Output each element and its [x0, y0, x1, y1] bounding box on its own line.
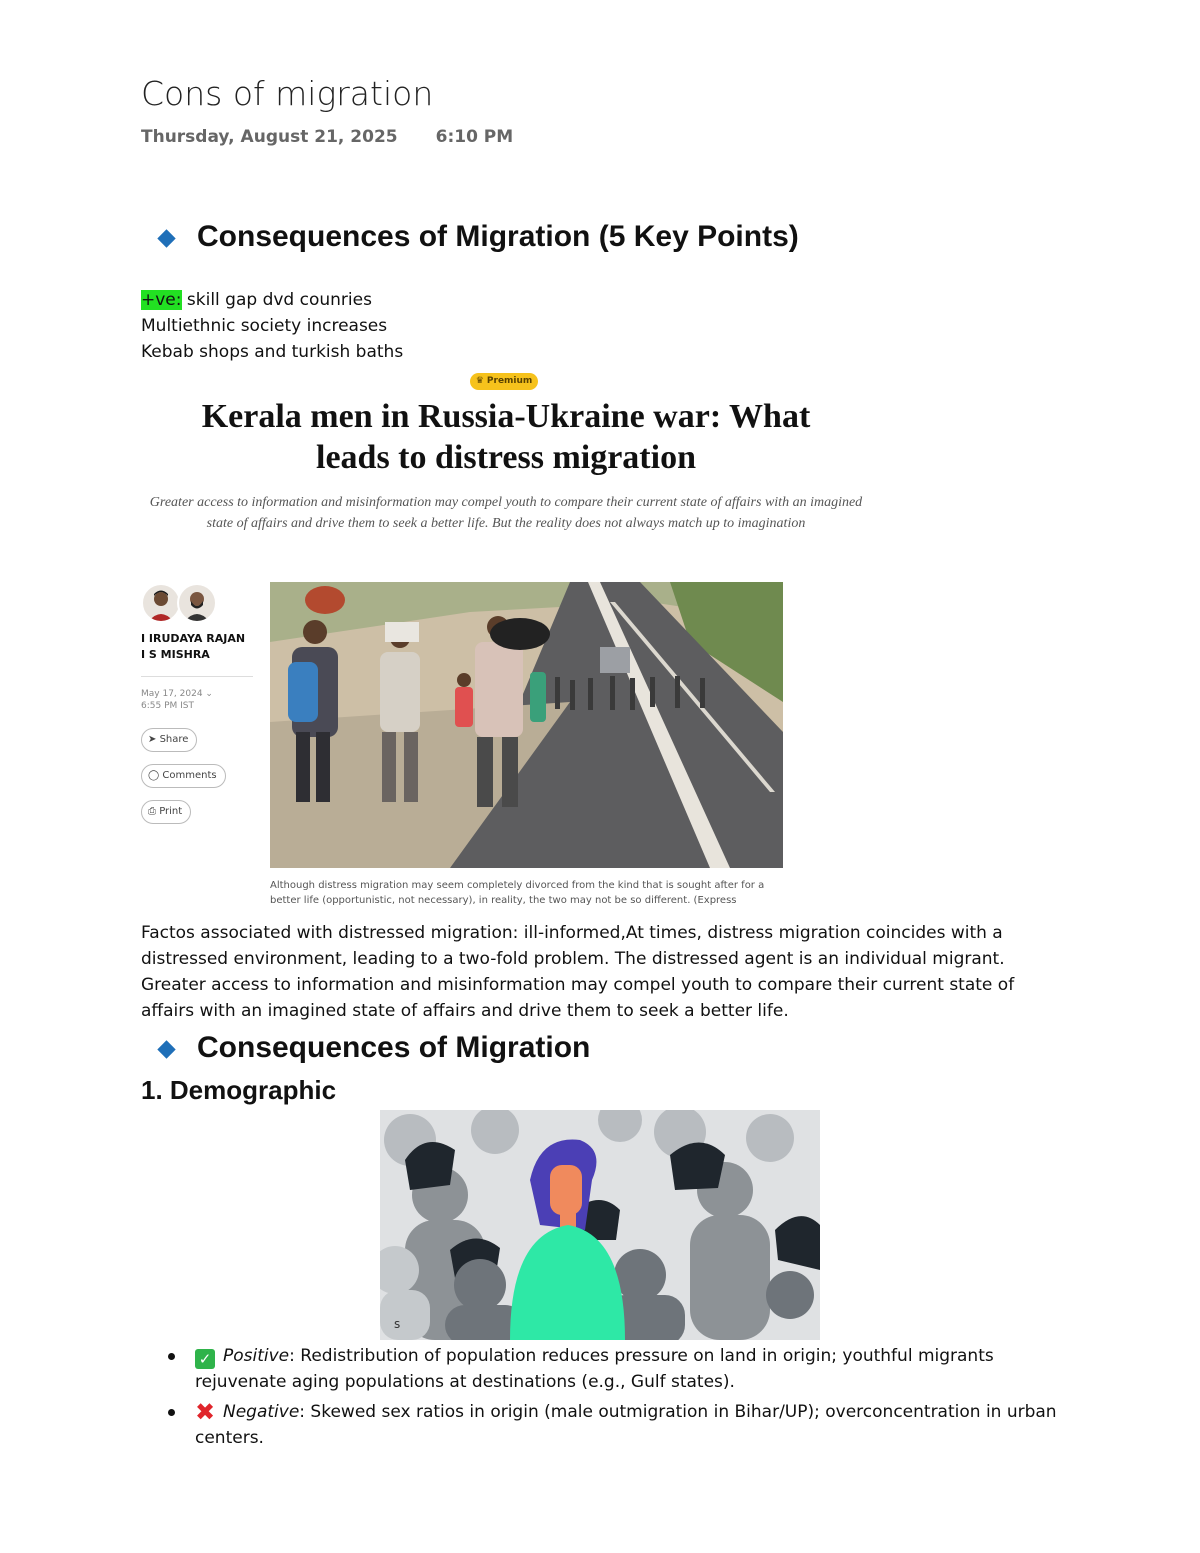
publish-time-text: 6:55 PM IST: [141, 701, 194, 711]
svg-text:s: s: [394, 1317, 401, 1331]
printer-icon: ⎙: [148, 806, 156, 817]
diamond-bullet-icon: [157, 229, 175, 247]
bullet-text: : Skewed sex ratios in origin (male outmigration in Bihar/UP); overconcentration in urban centers.: [195, 1402, 1057, 1448]
chevron-down-icon[interactable]: ⌄: [205, 689, 213, 699]
page-date: Thursday, August 21, 2025: [141, 127, 398, 147]
list-item: [168, 1343, 1058, 1395]
demographic-bullets: [168, 1343, 1058, 1451]
comments-label: Comments: [162, 770, 217, 781]
positive-highlight: +ve:: [141, 290, 182, 310]
notes-line-3: Kebab shops and turkish baths: [141, 342, 404, 362]
article-clipping: [141, 368, 871, 916]
article-photo: [270, 582, 783, 868]
share-button[interactable]: [141, 728, 197, 752]
cross-icon: ✖: [195, 1398, 216, 1426]
print-button[interactable]: [141, 800, 191, 824]
bullet-text: : Redistribution of population reduces pressure on land in origin; youthful migrants rejuvenate aging populations at destinations (e.g., Gulf states).: [195, 1346, 994, 1392]
comment-icon: ◯: [148, 770, 160, 781]
share-label: Share: [159, 734, 189, 745]
bullet-dot-icon: [168, 1353, 175, 1360]
author-name-2[interactable]: I S MISHRA: [141, 648, 210, 661]
diamond-bullet-icon: [157, 1040, 175, 1058]
page-time: 6:10 PM: [435, 127, 514, 147]
page-date-line: [141, 127, 513, 147]
notes-line-2: Multiethnic society increases: [141, 316, 388, 336]
crowd-illustration: [380, 1110, 820, 1340]
notes-line-1-text: skill gap dvd counries: [181, 290, 372, 310]
publish-date: [141, 688, 213, 712]
author-name-1[interactable]: I IRUDAYA RAJAN: [141, 632, 246, 645]
photo-caption: Although distress migration may seem completely divorced from the kind that is sought after for a better life (opportunistic, not necessary), in reality, the two may not be so different. (Express: [270, 880, 765, 906]
article-subhead: Greater access to information and misinformation may compel youth to compare their current state of affairs with an imagined state of affairs and drive them to seek a better life. But the reality does not always match up to imagination: [149, 495, 863, 531]
page-title: Cons of migration: [141, 74, 434, 113]
bullet-label: Negative: [223, 1402, 300, 1422]
author-names: [141, 631, 245, 663]
distress-paragraph: Factos associated with distressed migration: ill-informed,At times, distress migration coincides with a distressed environment, leading to a two-fold problem. The distressed agent is an individual migrant. Greater access to information and misinformation may compel youth to compare their current state of affairs with an imagined state of affairs and drive them to seek a better life.: [141, 923, 1015, 1021]
bullet-label: Positive: [223, 1346, 290, 1366]
comments-button[interactable]: [141, 764, 226, 788]
premium-badge: ♛ Premium: [470, 373, 538, 390]
check-icon: ✓: [195, 1349, 215, 1369]
author-avatar-1: [141, 583, 181, 623]
bullet-dot-icon: [168, 1409, 175, 1416]
notes-line-1: [141, 287, 403, 313]
share-icon: ➤: [148, 734, 157, 745]
print-label: Print: [159, 806, 183, 817]
subheading-demographic: 1. Demographic: [141, 1075, 337, 1105]
author-divider: [141, 676, 253, 677]
list-item: [168, 1399, 1058, 1451]
section-heading-key-points: Consequences of Migration (5 Key Points): [197, 220, 799, 253]
section-heading-consequences: Consequences of Migration: [197, 1031, 591, 1064]
publish-date-text: May 17, 2024: [141, 689, 203, 699]
notes-block: [141, 287, 403, 365]
article-headline: Kerala men in Russia-Ukraine war: What leads to distress migration: [201, 398, 811, 476]
author-avatar-2: [177, 583, 217, 623]
